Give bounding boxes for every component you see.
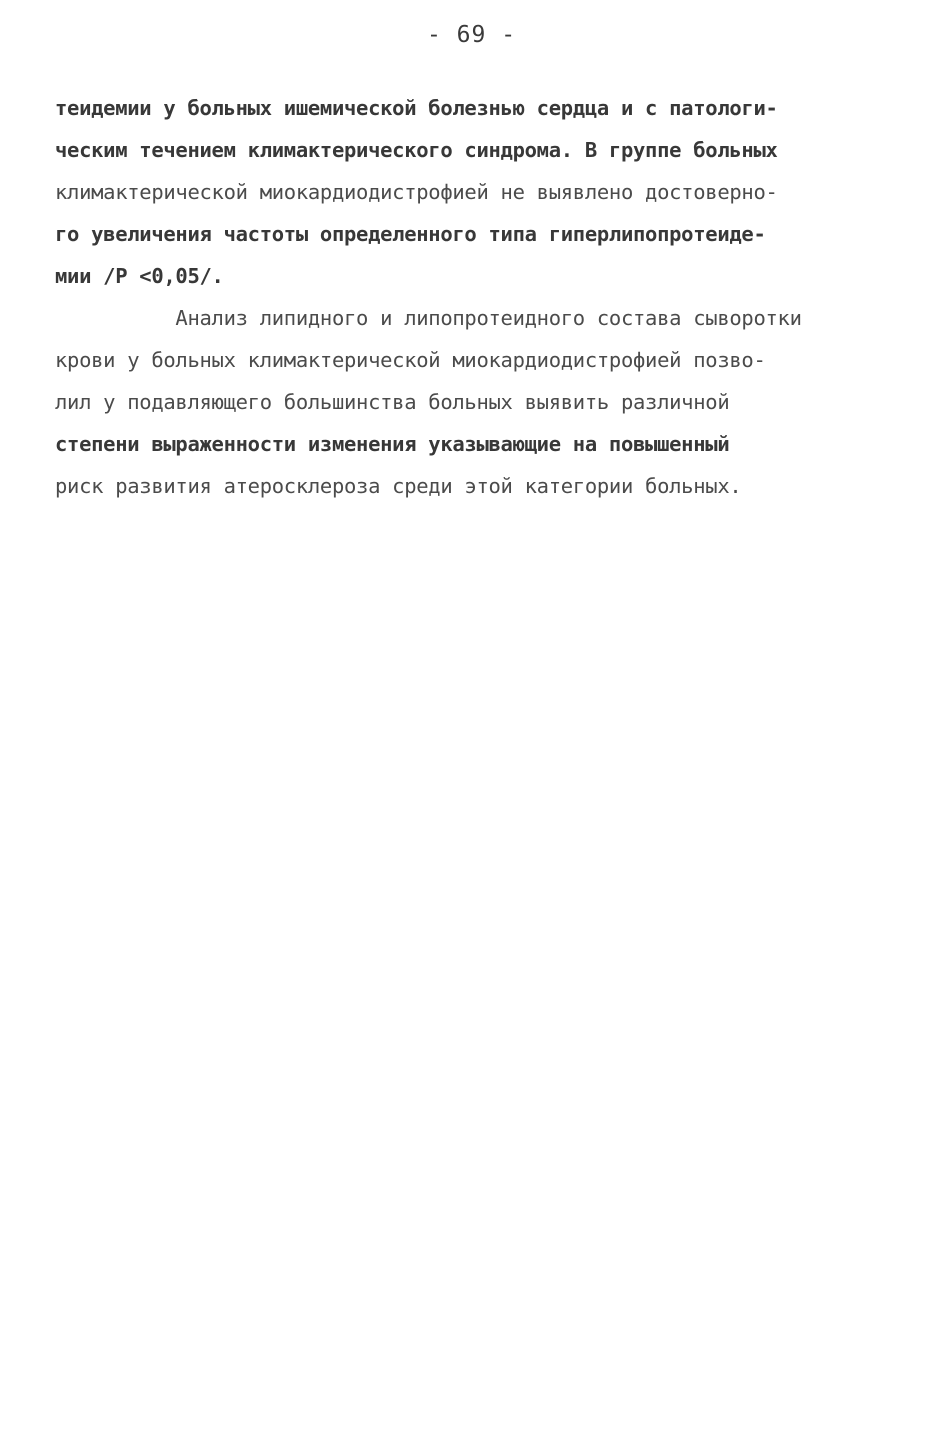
text-line: мии /Р <0,05/. (55, 264, 224, 288)
text-line: го увеличения частоты определенного типа гиперлипопротеиде- (55, 222, 766, 246)
text-line: риск развития атеросклероза среди этой категории больных. (55, 474, 742, 498)
page-number: - 69 - (426, 22, 517, 48)
text-line: степени выраженности изменения указывающие на повышенный (55, 432, 730, 456)
body-text (55, 87, 895, 507)
text-line: ческим течением климактерического синдрома. В группе больных (55, 138, 778, 162)
text-line: теидемии у больных ишемической болезнью сердца и с патологи- (55, 96, 778, 120)
text-line: лил у подавляющего большинства больных выявить различной (55, 390, 730, 414)
text-line: Анализ липидного и липопротеидного состава сыворотки (55, 306, 802, 330)
text-line: климактерической миокардиодистрофией не выявлено достоверно- (55, 180, 778, 204)
text-line: крови у больных климактерической миокардиодистрофией позво- (55, 348, 766, 372)
